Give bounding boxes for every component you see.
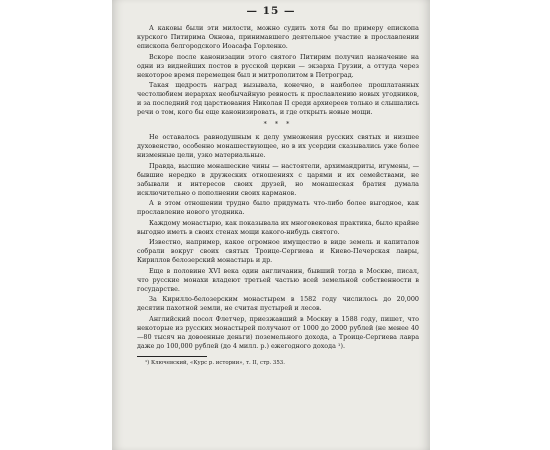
section-separator: * * *	[263, 120, 293, 128]
page-number: — 15 —	[246, 5, 296, 17]
paragraph: Каждому монастырю, как показывала их многовековая практика, было крайне выгодно иметь в своих стенах мощи какого-нибудь святого.	[137, 218, 419, 236]
book-page	[112, 0, 430, 450]
paragraph: Еще в половине XVI века один англичанин, бывший тогда в Москве, писал, что русские монахи владеют третьей частью всей земельной собственности в государстве.	[137, 266, 419, 293]
paragraph: Не оставалось равнодушным к делу умножения русских святых и низшее духовенство, особенно монашествующее, но в их усердии сказывались уже более низменные цели, узко материальные.	[137, 133, 419, 159]
paragraph: Известно, например, какое огромное имущество в виде земель и капиталов собрали вокруг своих святых Троице-Сергиева и Киево-Печерская лавры, Кириллов белозерский монастырь и др.	[137, 238, 419, 264]
paragraph: Вскоре после канонизации этого святого Питирим получил назначение на одни из виднейших постов в русской церкви — экзарха Грузии, а оттуда через некоторое время перемещен был и митрополитом в Петроград.	[137, 52, 419, 79]
footnote-divider	[137, 356, 207, 357]
footnote: ¹) Ключевский, «Курс р. истории», т. II, стр. 353.	[145, 359, 285, 366]
paragraph: Правда, высшие монашеские чины — настоятели, архимандриты, игумены, — бывшие нередко в дружеских отношениях с царями и их семействами, не забывали и интересов своих друзей, но монашеская братия думала исключительно о пополнении своих карманов.	[137, 161, 419, 197]
paragraph: А каковы были эти милости, можно судить хотя бы по примеру епископа курского Питирима Окнова, принимавшего деятельное участие в прославлении епископа белгородского Иоасафа Горленко.	[137, 24, 419, 50]
paragraph: Такая щедрость наград вызывала, конечно, в наиболее прошлатанных честолюбием иерархах необычайную ревность к прославлению новых угодников, и за последний год царствования Николая II среди архиереев только и слышались речи о том, кого бы еще канонизировать, и где открыть новые мощи.	[137, 81, 419, 116]
paragraph: За Кирилло-белозерским монастырем в 1582 году числилось до 20,000 десятин пахотной земли, не считая пустырей и лесов.	[137, 295, 419, 312]
paragraph: А в этом отношении трудно было придумать что-либо более выгодное, как прославление нового угодника.	[137, 199, 419, 216]
paragraph: Английский посол Флетчер, приезжавший в Москву в 1588 году, пишет, что некоторые из русских монастырей получают от 1000 до 2000 рублей (не менее 40—80 тысяч на довоенные деньги) поземельного дохода, а Троице-Сергиева лавра даже до 100,000 рублей (до 4 милл. р.) ежегодного дохода ¹).	[137, 314, 419, 350]
page-body	[137, 24, 419, 367]
